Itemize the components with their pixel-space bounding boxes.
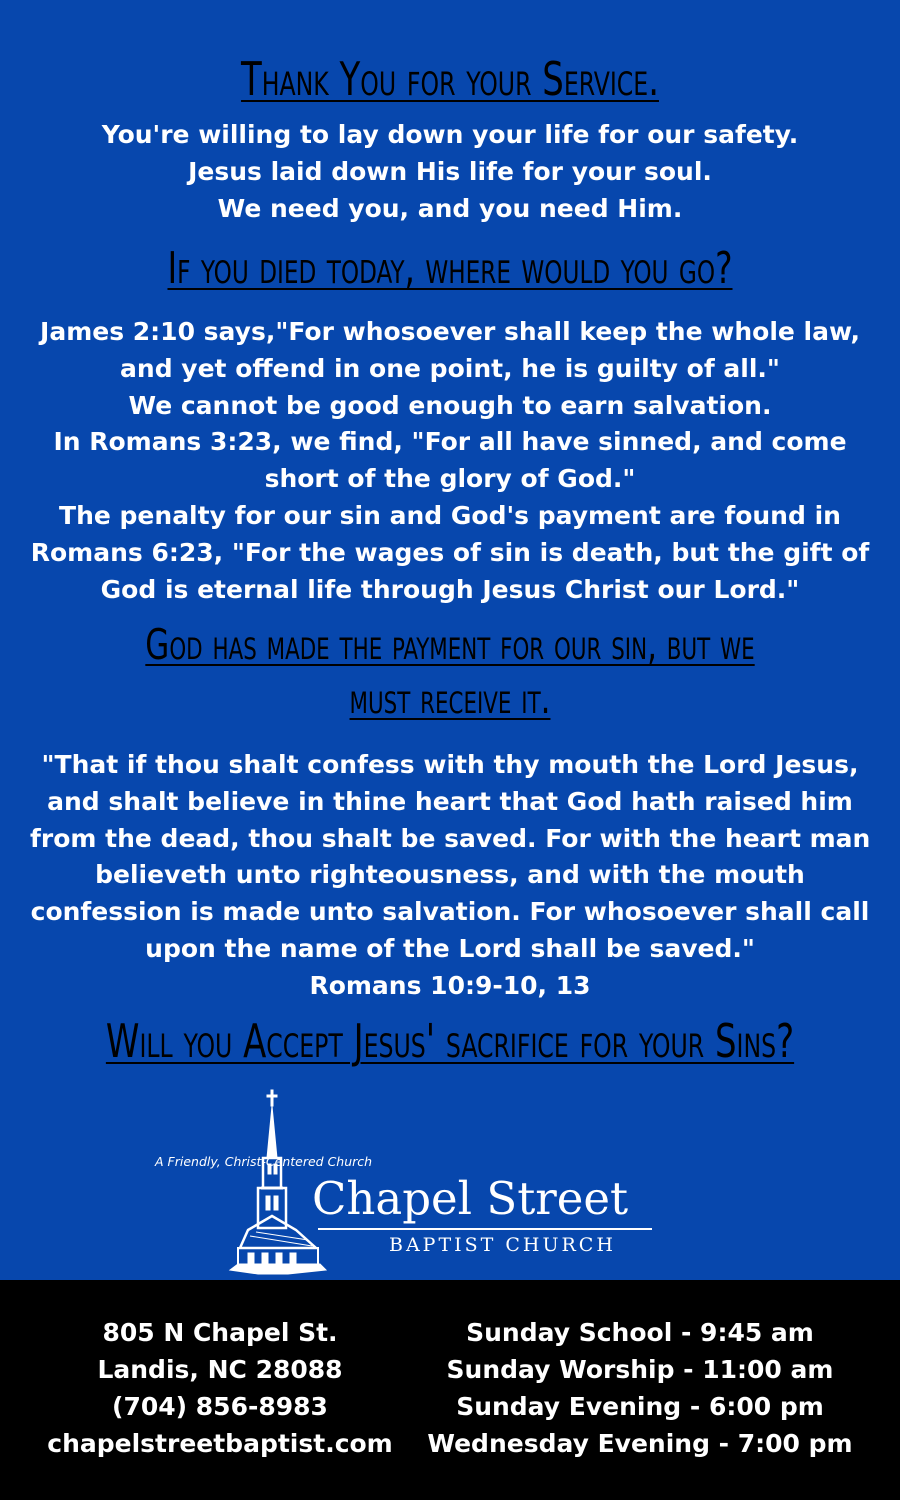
address-city: Landis, NC 28088 [97,1355,343,1384]
romans-line: believeth unto righteousness, and with the mouth [95,860,805,890]
schedule-item: Sunday Evening - 6:00 pm [456,1392,824,1421]
church-tagline: A Friendly, Christ-Centered Church [155,1154,373,1169]
thank-you-message [30,117,870,227]
scripture-passage [30,314,870,608]
romans-line: upon the name of the Lord shall be saved." [145,933,755,963]
scripture-line: We cannot be good enough to earn salvation. [128,390,772,420]
romans-passage [30,747,870,1005]
romans-line: confession is made unto salvation. For whosoever shall call [30,897,870,927]
scripture-line: short of the glory of God." [264,464,636,494]
service-schedule [420,1314,860,1462]
romans-reference: Romans 10:9-10, 13 [309,970,591,1000]
payment-heading [81,618,819,726]
website: chapelstreetbaptist.com [47,1429,393,1458]
romans-line: "That if thou shalt confess with thy mouth the Lord Jesus, [41,750,859,779]
logo-divider [318,1228,652,1230]
scripture-line: James 2:10 says,"For whosoever shall keep the whole law, [40,317,860,346]
contact-info [40,1314,400,1462]
payment-heading-line: must receive it. [349,674,551,723]
church-name: Chapel Street [312,1172,629,1225]
schedule-item: Sunday Worship - 11:00 am [446,1355,834,1384]
romans-line: and shalt believe in thine heart that God hath raised him [47,786,853,816]
accept-jesus-heading: Will you Accept Jesus' sacrifice for your Sins? [105,1014,795,1068]
message-line: You're willing to lay down your life for our safety. [101,120,799,149]
message-line: We need you, and you need Him. [217,193,683,223]
church-subtitle: BAPTIST CHURCH [389,1234,616,1256]
romans-line: from the dead, thou shalt be saved. For with the heart man [30,823,871,853]
thank-you-heading: Thank You for your Service. [241,52,659,106]
question-heading: If you died today, where would you go? [167,243,733,294]
scripture-line: and yet offend in one point, he is guilty of all." [120,353,780,383]
schedule-item: Sunday School - 9:45 am [466,1318,814,1347]
scripture-line: In Romans 3:23, we find, "For all have sinned, and come [53,427,847,457]
address-street: 805 N Chapel St. [102,1318,338,1347]
payment-heading-line: God has made the payment for our sin, but we [145,620,755,669]
scripture-line: God is eternal life through Jesus Christ our Lord." [100,574,800,604]
scripture-line: Romans 6:23, "For the wages of sin is death, but the gift of [30,537,870,567]
message-line: Jesus laid down His life for your soul. [188,156,712,186]
phone-number: (704) 856-8983 [112,1392,328,1421]
schedule-item: Wednesday Evening - 7:00 pm [427,1429,853,1458]
scripture-line: The penalty for our sin and God's payment are found in [59,500,841,530]
